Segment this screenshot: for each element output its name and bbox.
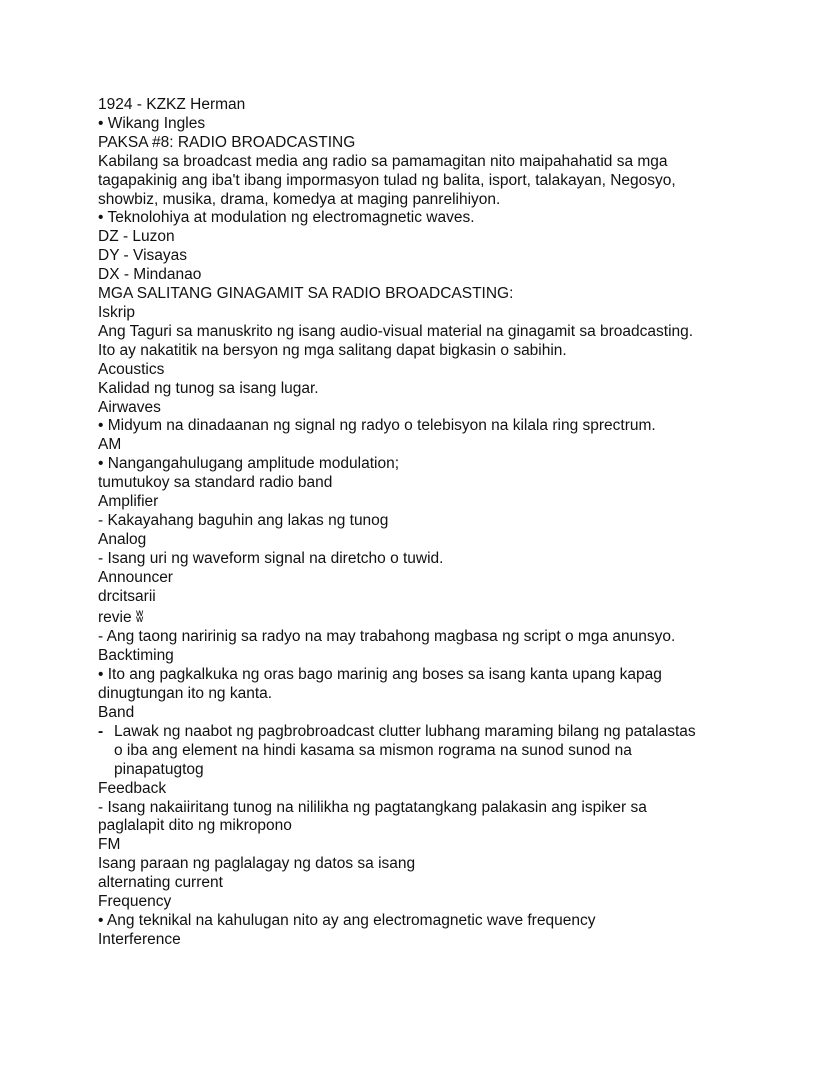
term-heading: Feedback	[98, 779, 167, 797]
dash-line: - Ang taong naririnig sa radyo na may trabahong magbasa ng script o mga anunsyo.	[98, 628, 676, 646]
bullet-line: • Midyum na dinadaanan ng signal ng radyo o telebisyon na kilala ring sprectrum.	[98, 417, 656, 435]
term-heading: FM	[98, 836, 121, 854]
bullet-line: • Wikang Ingles	[98, 114, 206, 132]
bullet-line: • Ang teknikal na kahulugan nito ay ang electromagnetic wave frequency	[98, 911, 596, 929]
text-line: Kabilang sa broadcast media ang radio sa pamamagitan nito maipahahatid sa mga	[98, 152, 668, 170]
text-line: DY - Visayas	[98, 247, 188, 265]
text-line: Ito ay nakatitik na bersyon ng mga salitang dapat bigkasin o sabihin.	[98, 341, 567, 359]
term-heading: Interference	[98, 930, 181, 948]
bullet-line: • Teknolohiya at modulation ng electromagnetic waves.	[98, 209, 475, 227]
term-heading: Amplifier	[98, 493, 159, 511]
term-heading: Backtiming	[98, 647, 174, 665]
bullet-line: • Ito ang pagkalkuka ng oras bago marinig ang boses sa isang kanta upang kapag	[98, 666, 662, 684]
term-heading: Band	[98, 704, 135, 721]
text-line: showbiz, musika, drama, komedya at maging panrelihiyon.	[98, 190, 501, 208]
document-page	[98, 96, 738, 950]
term-heading: AM	[98, 436, 122, 454]
term-heading: Iskrip	[98, 303, 136, 321]
text-line: DX - Mindanao	[98, 266, 202, 284]
term-heading: Analog	[98, 530, 147, 548]
text-line: tumutukoy sa standard radio band	[98, 474, 333, 492]
text-line: pinapatugtog	[114, 760, 204, 778]
dash-line: - Isang nakaiiritang tunog na nililikha ng pagtatangkang palakasin ang ispiker sa	[98, 798, 647, 816]
term-heading: Airwaves	[98, 398, 161, 416]
bullet-line: • Nangangahulugang amplitude modulation;	[98, 455, 400, 473]
band-definition-text	[114, 723, 738, 780]
text-line: Isang paraan ng paglalagay ng datos sa isang	[98, 855, 416, 873]
dash-line: - Kakayahang baguhin ang lakas ng tunog	[98, 511, 389, 529]
text-line: Kalidad ng tunog sa isang lugar.	[98, 379, 319, 397]
term-heading: Announcer	[98, 568, 173, 586]
section-heading: PAKSA #8: RADIO BROADCASTING	[98, 133, 356, 151]
text-line: DZ - Luzon	[98, 228, 175, 246]
section-heading: MGA SALITANG GINAGAMIT SA RADIO BROADCASTING:	[98, 285, 514, 303]
text-line: Ang Taguri sa manuskrito ng isang audio-visual material na ginagamit sa broadcasting.	[98, 322, 694, 340]
dash-marker: -	[98, 722, 104, 740]
text-line: o iba ang element na hindi kasama sa mismon rograma na sunod sunod na	[114, 741, 632, 759]
term-heading: Acoustics	[98, 360, 165, 378]
text-line: paglalapit dito ng mikropono	[98, 817, 292, 835]
stray-text: drcitsarii	[98, 587, 156, 605]
text-line: 1924 - KZKZ Herman	[98, 96, 246, 113]
text-line: alternating current	[98, 874, 223, 892]
text-line: Lawak ng naabot ng pagbrobroadcast clutter lubhang maraming bilang ng patalastas	[114, 722, 696, 740]
term-heading: Frequency	[98, 893, 172, 911]
text-line: dinugtungan ito ng kanta.	[98, 685, 273, 703]
text-line: tagapakinig ang iba't ibang impormasyon tulad ng balita, isport, talakayan, Negosyo,	[98, 171, 676, 189]
stray-text: revie ʬ	[98, 609, 144, 627]
dash-line: - Isang uri ng waveform signal na diretcho o tuwid.	[98, 549, 444, 567]
band-definition	[98, 723, 738, 780]
